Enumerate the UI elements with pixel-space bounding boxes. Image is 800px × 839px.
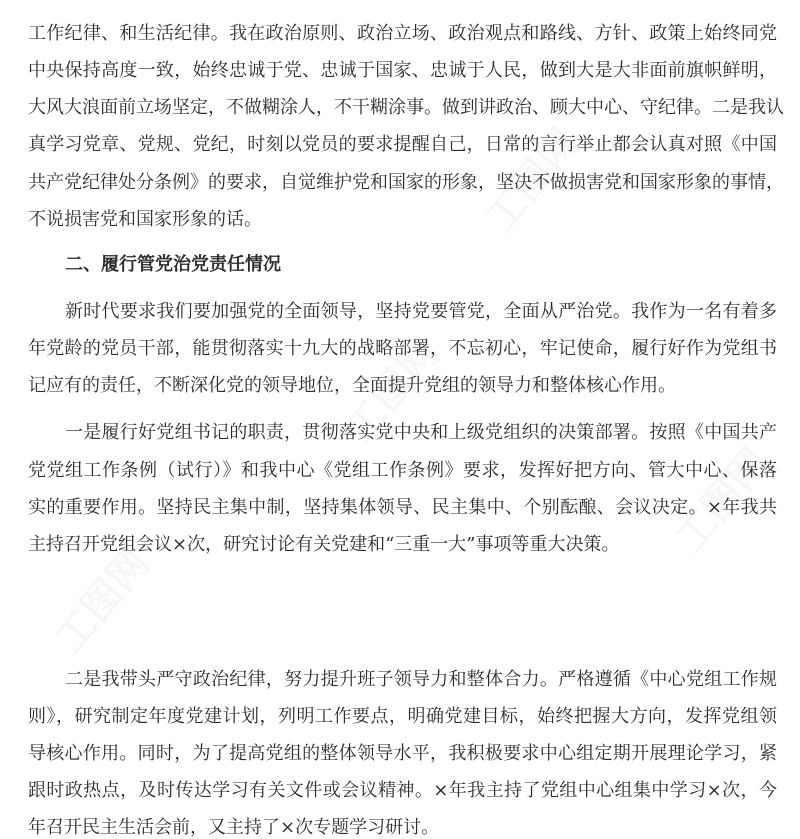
text-line: 一是履行好党组书记的职责，贯彻落实党中央和上级党组织的决策部署。按照《中国共产	[65, 422, 777, 443]
text-line: 跟时政热点，及时传达学习有关文件或会议精神。×年我主持了党组中心组集中学习×次，今	[28, 780, 777, 801]
text-line: 则》，研究制定年度党建计划，列明工作要点，明确党建目标，始终把握大方向，发挥党组领	[28, 706, 777, 727]
section-heading: 二、履行管党治党责任情况	[65, 254, 281, 275]
text-line: 不说损害党和国家形象的话。	[28, 209, 262, 230]
text-line: 工作纪律、和生活纪律。我在政治原则、政治立场、政治观点和路线、方针、政策上始终同党	[28, 23, 777, 44]
text-line: 党党组工作条例（试行）》和我中心《党组工作条例》要求，发挥好把方向、管大中心、保落	[28, 460, 777, 481]
text-line: 新时代要求我们要加强党的全面领导，坚持党要管党，全面从严治党。我作为一名有着多	[65, 301, 777, 322]
text-line: 真学习党章、党规、党纪，时刻以党员的要求提醒自己，日常的言行举止都会认真对照《中国	[28, 134, 777, 155]
text-line: 主持召开党组会议×次，研究讨论有关党建和“三重一大”事项等重大决策。	[28, 534, 620, 555]
text-line: 年召开民主生活会前，又主持了×次专题学习研讨。	[28, 817, 440, 838]
text-line: 中央保持高度一致，始终忠诚于党、忠诚于国家、忠诚于人民，做到大是大非面前旗帜鲜明，	[28, 60, 777, 81]
text-line: 导核心作用。同时，为了提高党组的整体领导水平，我积极要求中心组定期开展理论学习，紧	[28, 743, 777, 764]
text-line: 年党龄的党员干部，能贯彻落实十九大的战略部署，不忘初心，牢记使命，履行好作为党组书	[28, 338, 777, 359]
text-line: 共产党纪律处分条例》的要求，自觉维护党和国家的形象，坚决不做损害党和国家形象的事情，	[28, 172, 784, 193]
text-line: 二是我带头严守政治纪律，努力提升班子领导力和整体合力。严格遵循《中心党组工作规	[65, 669, 777, 690]
text-line: 大风大浪面前立场坚定，不做糊涂人，不干糊涂事。做到讲政治、顾大中心、守纪律。二是我认	[28, 97, 784, 118]
text-line: 实的重要作用。坚持民主集中制，坚持集体领导、民主集中、个别酝酿、会议决定。×年我共	[28, 497, 777, 518]
text-line: 记应有的责任，不断深化党的领导地位，全面提升党组的领导力和整体核心作用。	[28, 375, 676, 396]
